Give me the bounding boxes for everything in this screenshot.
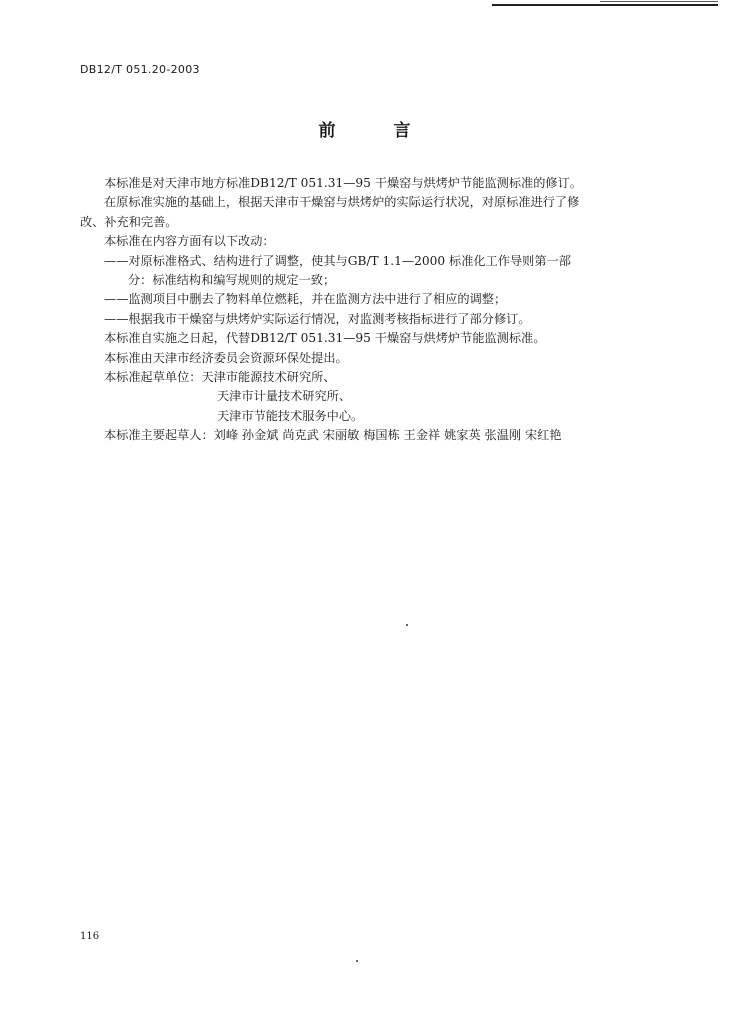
page-number: 116 bbox=[80, 931, 100, 942]
list-item-continuation: 分：标准结构和编写规则的规定一致； bbox=[128, 272, 336, 287]
header-rule bbox=[492, 4, 718, 6]
list-item: ——根据我市干燥窑与烘烤炉实际运行情况，对监测考核指标进行了部分修订。 bbox=[104, 311, 531, 326]
paragraph-line: 本标准在内容方面有以下改动： bbox=[104, 234, 275, 249]
paragraph-line: 改、补充和完善。 bbox=[80, 214, 178, 229]
paragraph-line: 本标准自实施之日起，代替DB12/T 051.31—95 干燥窑与烘烤炉节能监测标准。 bbox=[104, 331, 546, 346]
drafters-line: 本标准主要起草人：刘峰 孙金斌 尚克武 宋丽敏 梅国栋 王金祥 姚家英 张温刚 宋红艳 bbox=[104, 428, 562, 443]
preface-body bbox=[80, 174, 660, 445]
paragraph-line: 在原标准实施的基础上，根据天津市干燥窑与烘烤炉的实际运行状况，对原标准进行了修 bbox=[104, 195, 580, 210]
drafting-unit-line: 天津市节能技术服务中心。 bbox=[217, 408, 364, 423]
list-item: ——监测项目中删去了物料单位燃耗，并在监测方法中进行了相应的调整； bbox=[104, 292, 507, 307]
header-rule-thin bbox=[600, 1, 718, 2]
paragraph-line: 本标准是对天津市地方标准DB12/T 051.31—95 干燥窑与烘烤炉节能监测标准的修订。 bbox=[104, 176, 582, 190]
drafting-unit-line: 天津市计量技术研究所、 bbox=[217, 389, 352, 404]
page-title: 前 言 bbox=[318, 121, 437, 141]
scan-speck bbox=[406, 624, 408, 626]
drafting-unit-line: 本标准起草单位：天津市能源技术研究所、 bbox=[104, 369, 336, 384]
list-item: ——对原标准格式、结构进行了调整，使其与GB/T 1.1—2000 标准化工作导则第一部 bbox=[104, 253, 571, 268]
standard-code: DB12/T 051.20-2003 bbox=[80, 63, 200, 76]
paragraph-line: 本标准由天津市经济委员会资源环保处提出。 bbox=[104, 350, 348, 365]
scan-speck bbox=[356, 960, 358, 962]
